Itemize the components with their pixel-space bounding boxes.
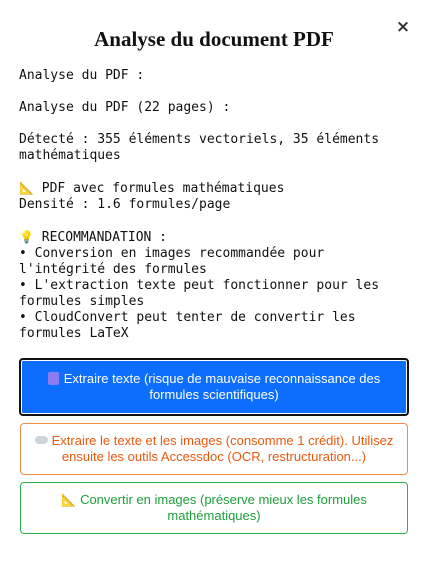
extract-text-button[interactable]: [19, 358, 409, 416]
recommendation-bullet: • CloudConvert peut tenter de convertir les formules LaTeX: [19, 310, 364, 341]
lightbulb-icon: 💡: [19, 230, 34, 244]
convert-to-images-button[interactable]: [20, 482, 408, 534]
report-page-count: Analyse du PDF (22 pages) :: [19, 100, 231, 115]
close-icon[interactable]: ×: [395, 17, 411, 37]
book-icon: [48, 372, 59, 385]
recommendation-title: RECOMMANDATION :: [41, 230, 168, 245]
formula-summary-text: PDF avec formules mathématiques: [41, 181, 285, 196]
report-heading: Analyse du PDF :: [19, 68, 145, 83]
extract-text-and-images-button[interactable]: [20, 423, 408, 475]
recommendation-bullet: • L'extraction texte peut fonctionner pour les formules simples: [19, 278, 387, 309]
recommendation-bullet: • Conversion en images recommandée pour l'intégrité des formules: [19, 246, 333, 277]
dialog-title: Analyse du document PDF: [94, 27, 334, 51]
report-recommendation: [19, 229, 410, 342]
report-formula-summary: [19, 180, 410, 213]
formula-density-text: Densité : 1.6 formules/page: [19, 197, 231, 212]
triangle-ruler-icon: 📐: [19, 181, 34, 195]
extract-text-label: Extraire texte (risque de mauvaise reconnaissance des formules scientifiques): [63, 371, 381, 402]
report-detected-elements: Détecté : 355 éléments vectoriels, 35 éléments mathématiques: [19, 132, 387, 163]
triangle-ruler-icon: 📐: [61, 493, 77, 507]
action-buttons: [18, 358, 410, 534]
cloud-icon: [35, 436, 48, 444]
extract-text-and-images-label: Extraire le texte et les images (consomme 1 crédit). Utilisez ensuite les outils Accessdoc (OCR, restructuration...): [51, 433, 394, 464]
analysis-report: [18, 68, 410, 342]
convert-to-images-label: Convertir en images (préserve mieux les formules mathématiques): [80, 492, 367, 523]
